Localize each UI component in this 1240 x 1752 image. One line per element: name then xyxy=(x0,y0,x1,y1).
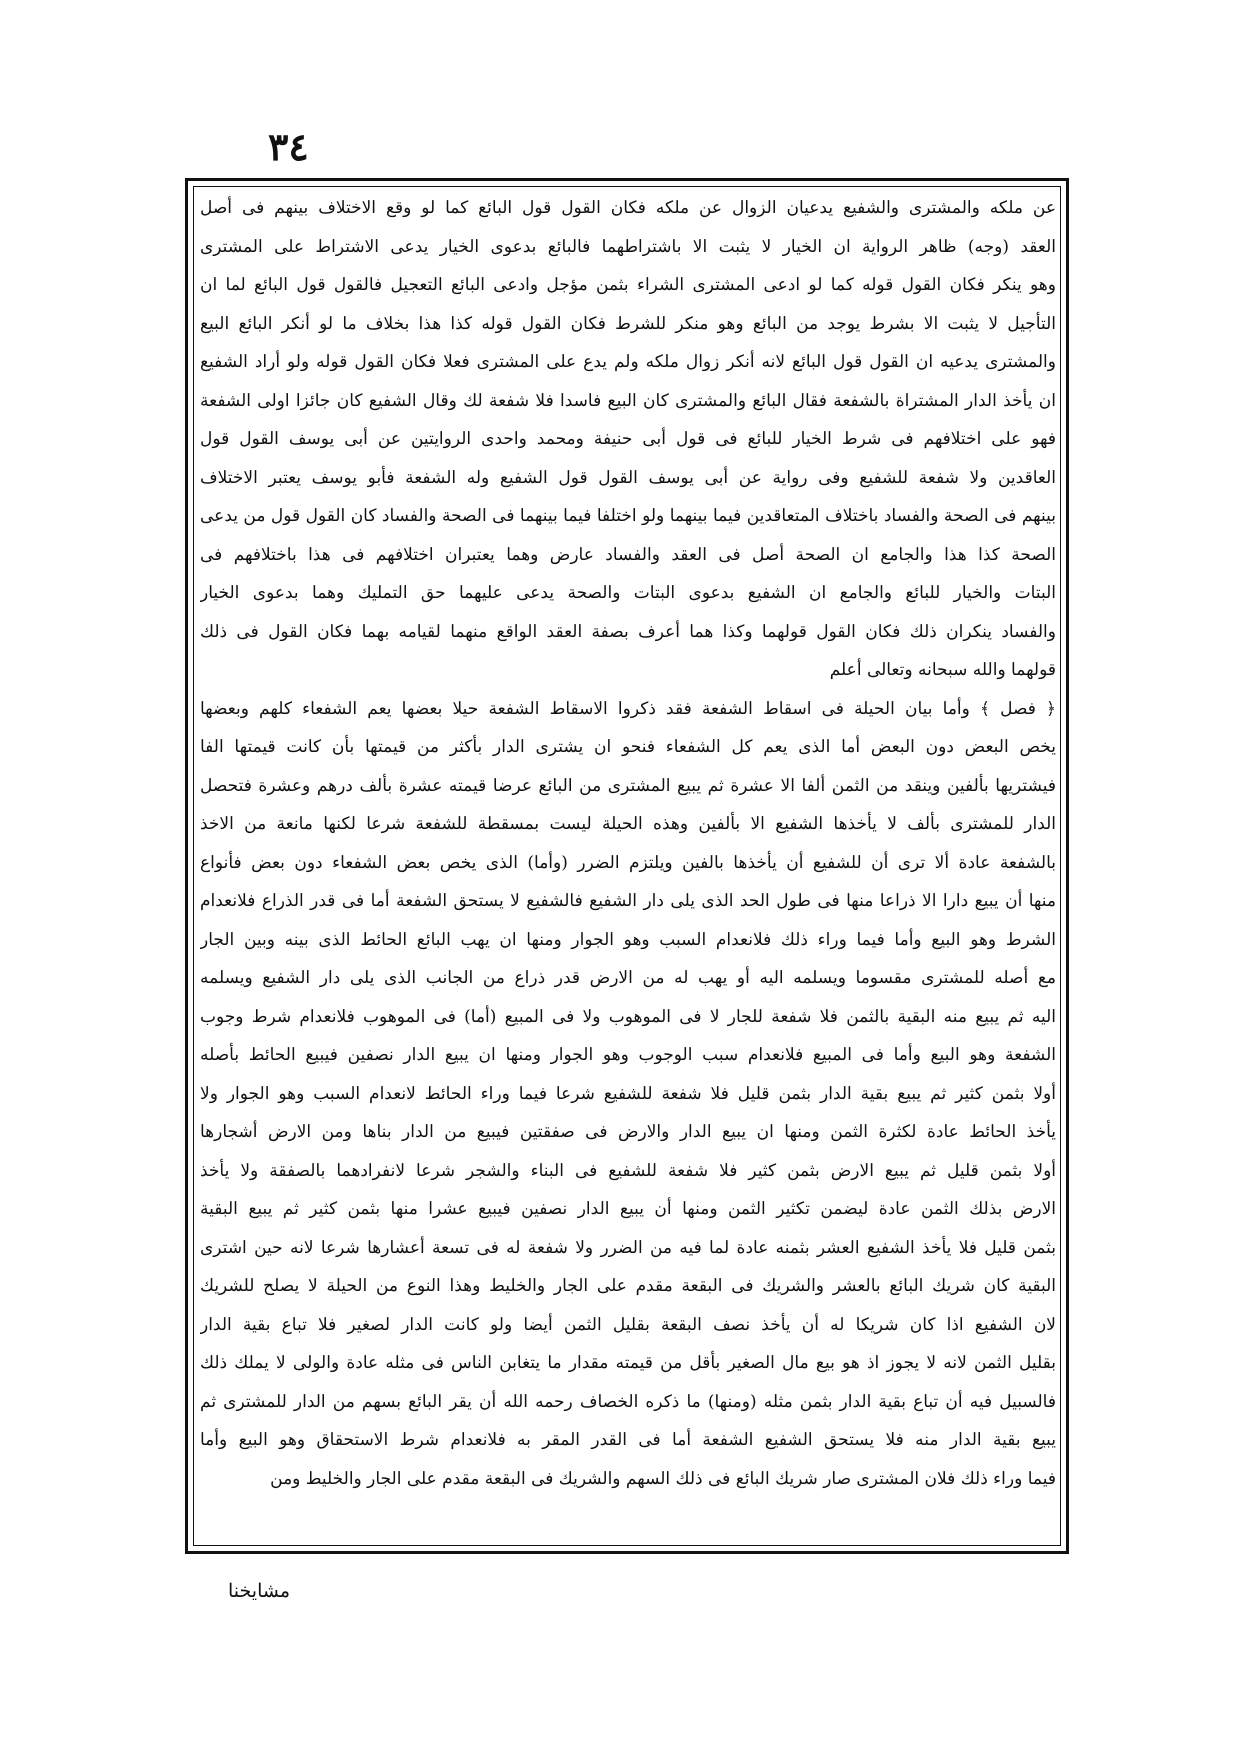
text-line: اليه ثم يبيع منه البقية بالثمن فلا شفعة للجار لا فى الموهوب ولا فى المبيع (أما) فى الموهوب فلانعدام شرط وجوب xyxy=(200,1006,1056,1027)
text-line: أولا بثمن كثير ثم يبيع بقية الدار بثمن قليل فلا شفعة للشفيع شرعا فيما وراء الحائط لانعدام السبب وهو الجوار ولا xyxy=(200,1083,1056,1104)
text-line: فهو على اختلافهم فى شرط الخيار للبائع فى قول أبى حنيفة ومحمد واحدى الروايتين عن أبى يوسف القول قول xyxy=(200,429,1056,449)
text-line: يبيع بقية الدار منه فلا يستحق الشفيع الشفعة أما فى القدر المقر به فلانعدام شرط الاستحقاق وهو البيع وأما xyxy=(200,1430,1056,1450)
text-line: الارض بذلك الثمن عادة ليضمن تكثير الثمن ومنها أن يبيع الدار نصفين فيبيع عشرا منها بثمن كثير ثم يبيع البقية xyxy=(200,1199,1056,1219)
text-line: والفساد ينكران ذلك فكان القول قولهما وكذا هما أعرف بصفة العقد الواقع منهما لقيامه بهما فكان القول فى ذلك xyxy=(200,621,1056,642)
main-text xyxy=(200,189,1056,1544)
text-line: عن ملكه والمشترى والشفيع يدعيان الزوال عن ملكه فكان القول قول البائع كما لو وقع الاختلاف بينهم فى أصل xyxy=(200,198,1056,218)
catchword: مشايخنا xyxy=(228,1580,290,1602)
text-line: يأخذ الحائط عادة لكثرة الثمن ومنها ان يبيع الدار والارض فى صفقتين فيبيع من الدار بناها ومن الارض أشجارها xyxy=(200,1122,1056,1142)
text-line: بينهم فى الصحة والفساد باختلاف المتعاقدين فيما بينهما ولو اختلفا فيما بينهما فى الصحة والفساد كان القول قول من يدعى xyxy=(200,506,1056,526)
text-line: الشرط وهو البيع وأما فيما وراء ذلك فلانعدام السبب وهو الجوار ومنها ان يهب البائع الحائط الذى بينه وبين الجار xyxy=(200,929,1056,950)
text-line: وهو ينكر فكان القول قوله كما لو ادعى المشترى الشراء بثمن مؤجل وادعى البائع التعجيل فالقول قول البائع لما ان xyxy=(200,275,1056,295)
text-line: يخص البعض دون البعض أما الذى يعم كل الشفعاء فنحو ان يشترى الدار بأكثر من قيمتها بأن كانت قيمتها الفا xyxy=(200,737,1056,757)
text-line: الشفعة وهو البيع وأما فى المبيع فلانعدام سبب الوجوب وهو الجوار ومنها ان يبيع الدار نصفين فيبيع الحائط بأصله xyxy=(200,1045,1056,1065)
text-line: البقية كان شريك البائع بالعشر والشريك فى البقعة مقدم على الجار والخليط وهذا النوع من الحيلة لا يصلح للشريك xyxy=(200,1276,1056,1296)
text-line: فالسبيل فيه أن تباع بقية الدار بثمن مثله (ومنها) ما ذكره الخصاف رحمه الله أن يقر البائع بسهم من الدار للمشترى ثم xyxy=(200,1391,1056,1412)
text-line: بقليل الثمن لانه لا يجوز اذ هو بيع مال الصغير بأقل من قيمته مقدار ما يتغابن الناس فى مثله عادة والولى لا يملك ذلك xyxy=(200,1353,1056,1373)
text-line: فيما وراء ذلك فلان المشترى صار شريك البائع فى ذلك السهم والشريك فى البقعة مقدم على الجار والخليط ومن xyxy=(270,1468,1056,1489)
text-line: مع أصله للمشترى مقسوما ويسلمه اليه أو يهب له من الارض قدر ذراع من الجانب الذى يلى دار الشفيع ويسلمه xyxy=(200,968,1056,988)
text-line: والمشترى يدعيه ان القول قول البائع لانه أنكر زوال ملكه ولم يدع على المشترى فعلا فكان القول قوله ولو أراد الشفيع xyxy=(200,352,1056,372)
text-line: قولهما والله سبحانه وتعالى أعلم xyxy=(829,660,1056,680)
text-line: لان الشفيع اذا كان شريكا له أن يأخذ نصف البقعة بقليل الثمن أيضا ولو كانت الدار لصغير فلا تباع بقية الدار xyxy=(200,1314,1056,1335)
text-line: فيشتريها بألفين وينقد من الثمن ألفا الا عشرة ثم يبيع المشترى من البائع عرضا قيمته عشرة بألف درهم وعشرة فتحصل xyxy=(200,775,1056,796)
text-line: الدار للمشترى بألف لا يأخذها الشفيع الا بألفين وهذه الحيلة ليست بمسقطة للشفعة شرعا لكنها مانعة من الاخذ xyxy=(200,814,1056,834)
text-line: الصحة كذا هذا والجامع ان الصحة أصل فى العقد والفساد عارض وهما يعتبران اختلافهم فى هذا باختلافهم فى xyxy=(200,544,1056,565)
text-line: ﴿ فصل ﴾ وأما بيان الحيلة فى اسقاط الشفعة فقد ذكروا الاسقاط الشفعة حيلا بعضها يعم الشفعاء كلهم وبعضها xyxy=(200,698,1056,719)
text-line: العاقدين ولا شفعة للشفيع وفى رواية عن أبى يوسف القول قول الشفيع وله الشفعة فأبو يوسف يعتبر الاختلاف xyxy=(200,467,1056,488)
page-number: ٣٤ xyxy=(268,124,309,169)
text-line: العقد (وجه) ظاهر الرواية ان الخيار لا يثبت الا باشتراطهما فالبائع بدعوى الخيار يدعى الاشتراط على المشترى xyxy=(200,236,1056,257)
text-line: بالشفعة عادة ألا ترى أن للشفيع أن يأخذها بالفين ويلتزم الضرر (وأما) الذى يخص بعض الشفعاء دون بعض فأنواع xyxy=(200,852,1056,873)
text-line: منها أن يبيع دارا الا ذراعا منها فى طول الحد الذى يلى دار الشفيع فالشفيع لا يستحق الشفعة أما فى قدر الذراع فلانعدام xyxy=(200,891,1056,911)
text-line: التأجيل لا يثبت الا بشرط يوجد من البائع وهو منكر للشرط فكان القول قوله كذا هذا بخلاف ما لو أنكر البائع البيع xyxy=(200,313,1056,334)
text-line: ان يأخذ الدار المشتراة بالشفعة فقال البائع والمشترى كان البيع فاسدا فلا شفعة لك وقال الشفيع كان جائزا اولى الشفعة xyxy=(200,390,1056,411)
text-line: البتات والخيار للبائع والجامع ان الشفيع بدعوى البتات والصحة يدعى عليهما حق التمليك وهما بدعوى الخيار xyxy=(200,583,1056,603)
text-line: أولا بثمن قليل ثم يبيع الارض بثمن كثير فلا شفعة للشفيع فى البناء والشجر شرعا لانفرادهما بالصفقة ولا يأخذ xyxy=(200,1160,1056,1181)
text-line: بثمن قليل فلا يأخذ الشفيع العشر بثمنه عادة لما فيه من الضرر ولا شفعة له فى تسعة أعشارها شرعا لانه حين اشترى xyxy=(200,1237,1056,1258)
